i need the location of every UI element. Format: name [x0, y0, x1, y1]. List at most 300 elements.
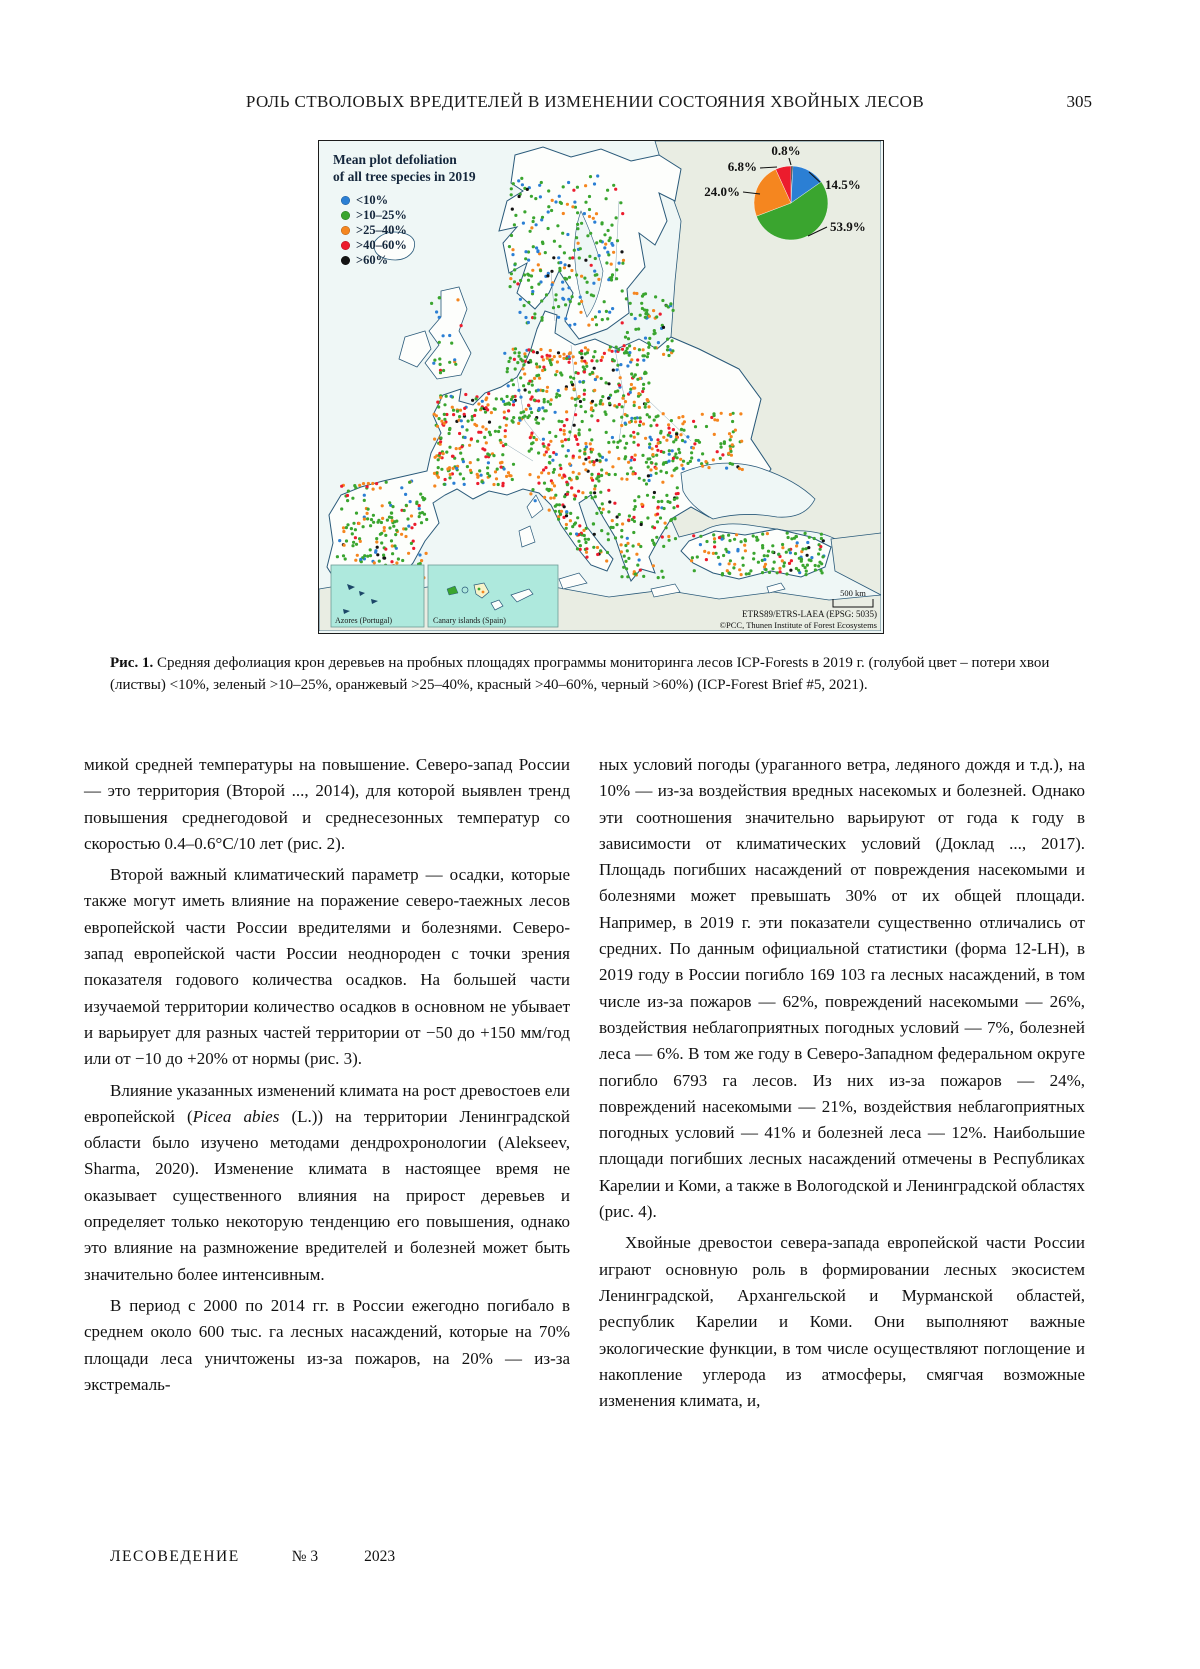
survey-plot-dot	[506, 370, 509, 373]
legend-color-dot-icon	[341, 196, 350, 205]
survey-plot-dot	[704, 460, 707, 463]
survey-plot-dot	[586, 348, 589, 351]
survey-plot-dot	[630, 372, 633, 375]
survey-plot-dot	[619, 363, 622, 366]
survey-plot-dot	[681, 422, 684, 425]
survey-plot-dot	[352, 541, 355, 544]
survey-plot-dot	[406, 517, 409, 520]
survey-plot-dot	[509, 277, 512, 280]
survey-plot-dot	[761, 533, 764, 536]
survey-plot-dot	[665, 494, 668, 497]
survey-plot-dot	[639, 569, 642, 572]
survey-plot-dot	[487, 392, 490, 395]
survey-plot-dot	[619, 376, 622, 379]
survey-plot-dot	[625, 442, 628, 445]
survey-plot-dot	[630, 358, 633, 361]
survey-plot-dot	[622, 566, 625, 569]
survey-plot-dot	[476, 482, 479, 485]
survey-plot-dot	[690, 451, 693, 454]
survey-plot-dot	[620, 529, 623, 532]
legend-item	[333, 238, 476, 253]
pie-slice-label: 24.0%	[704, 184, 740, 199]
survey-plot-dot	[628, 354, 631, 357]
survey-plot-dot	[721, 453, 724, 456]
survey-plot-dot	[612, 419, 615, 422]
survey-plot-dot	[584, 442, 587, 445]
survey-plot-dot	[655, 467, 658, 470]
survey-plot-dot	[725, 467, 728, 470]
survey-plot-dot	[524, 250, 527, 253]
survey-plot-dot	[785, 572, 788, 575]
legend-item-label: >10–25%	[356, 208, 407, 222]
survey-plot-dot	[484, 398, 487, 401]
survey-plot-dot	[527, 279, 530, 282]
survey-plot-dot	[570, 486, 573, 489]
survey-plot-dot	[512, 400, 515, 403]
survey-plot-dot	[712, 412, 715, 415]
survey-plot-dot	[551, 482, 554, 485]
survey-plot-dot	[522, 384, 525, 387]
survey-plot-dot	[662, 326, 665, 329]
survey-plot-dot	[625, 478, 628, 481]
legend-color-dot-icon	[341, 211, 350, 220]
survey-plot-dot	[549, 403, 552, 406]
survey-plot-dot	[577, 432, 580, 435]
survey-plot-dot	[529, 492, 532, 495]
survey-plot-dot	[699, 543, 702, 546]
survey-plot-dot	[593, 533, 596, 536]
survey-plot-dot	[549, 349, 552, 352]
survey-plot-dot	[620, 550, 623, 553]
survey-plot-dot	[628, 344, 631, 347]
survey-plot-dot	[600, 468, 603, 471]
survey-plot-dot	[575, 273, 578, 276]
survey-plot-dot	[504, 443, 507, 446]
survey-plot-dot	[567, 181, 570, 184]
survey-plot-dot	[644, 406, 647, 409]
survey-plot-dot	[611, 244, 614, 247]
survey-plot-dot	[470, 437, 473, 440]
survey-plot-dot	[435, 310, 438, 313]
survey-plot-dot	[554, 298, 557, 301]
survey-plot-dot	[583, 212, 586, 215]
survey-plot-dot	[413, 523, 416, 526]
survey-plot-dot	[617, 457, 620, 460]
survey-plot-dot	[581, 420, 584, 423]
survey-plot-dot	[512, 416, 515, 419]
survey-plot-dot	[505, 424, 508, 427]
survey-plot-dot	[612, 184, 615, 187]
survey-plot-dot	[586, 281, 589, 284]
survey-plot-dot	[456, 410, 459, 413]
survey-plot-dot	[528, 391, 531, 394]
survey-plot-dot	[510, 379, 513, 382]
survey-plot-dot	[574, 362, 577, 365]
survey-plot-dot	[408, 481, 411, 484]
survey-plot-dot	[442, 334, 445, 337]
survey-plot-dot	[554, 494, 557, 497]
survey-plot-dot	[590, 359, 593, 362]
survey-plot-dot	[820, 537, 823, 540]
survey-plot-dot	[548, 359, 551, 362]
survey-plot-dot	[529, 359, 532, 362]
survey-plot-dot	[605, 431, 608, 434]
survey-plot-dot	[638, 558, 641, 561]
survey-plot-dot	[583, 452, 586, 455]
survey-plot-dot	[719, 457, 722, 460]
survey-plot-dot	[592, 355, 595, 358]
year: 2023	[364, 1548, 396, 1565]
survey-plot-dot	[354, 559, 357, 562]
survey-plot-dot	[637, 443, 640, 446]
survey-plot-dot	[789, 569, 792, 572]
survey-plot-dot	[394, 533, 397, 536]
survey-plot-dot	[795, 544, 798, 547]
survey-plot-dot	[632, 375, 635, 378]
survey-plot-dot	[507, 360, 510, 363]
survey-plot-dot	[591, 479, 594, 482]
text-segment: Picea abies	[192, 1106, 280, 1126]
survey-plot-dot	[590, 438, 593, 441]
survey-plot-dot	[699, 535, 702, 538]
survey-plot-dot	[593, 389, 596, 392]
survey-plot-dot	[615, 277, 618, 280]
survey-plot-dot	[388, 526, 391, 529]
survey-plot-dot	[578, 449, 581, 452]
text-segment: ных условий погоды (ураганного ветра, ледяного дождя и т.д.), на 10% — из-за воздействия вредных насекомых и болезней. Однако эти соотношения значительно варьируют от года к году в зависимости от климатических условий (Доклад ..., 2017). Площадь погибших насаждений от повреждения насекомыми и болезнями может превышать 30% от их общей площади. Например, в 2019 г. эти показатели существенно отличались от средних. По данным официальной статистики (форма 12-LH), в 2019 году в России погибло 169 103 га лесных насаждений, в том числе из-за пожаров — 62%, повреждений насекомыми — 26%, воздействия неблагоприятных погодных условий — 7%, болезней леса — 6%. В том же году в Северо-Западном федеральном округе погибло 6793 га лесов. Из них из-за пожаров — 24%, повреждений насекомыми — 21%, воздействия неблагоприятных погодных условий — 41% и болезней леса — 12%. Наибольшие площади погибших лесных насаждений отмечены в Республиках Карелии и Коми, а также в Вологодской и Ленинградской областях (рис. 4).	[599, 755, 1085, 1222]
survey-plot-dot	[481, 425, 484, 428]
survey-plot-dot	[346, 494, 349, 497]
survey-plot-dot	[603, 246, 606, 249]
survey-plot-dot	[510, 272, 513, 275]
survey-plot-dot	[610, 278, 613, 281]
survey-plot-dot	[652, 564, 655, 567]
survey-plot-dot	[589, 232, 592, 235]
survey-plot-dot	[644, 372, 647, 375]
survey-plot-dot	[548, 354, 551, 357]
survey-plot-dot	[407, 552, 410, 555]
survey-plot-dot	[393, 544, 396, 547]
survey-plot-dot	[477, 402, 480, 405]
survey-plot-dot	[513, 280, 516, 283]
survey-plot-dot	[388, 501, 391, 504]
survey-plot-dot	[566, 493, 569, 496]
survey-plot-dot	[367, 482, 370, 485]
survey-plot-dot	[420, 521, 423, 524]
survey-plot-dot	[494, 470, 497, 473]
survey-plot-dot	[562, 212, 565, 215]
survey-plot-dot	[649, 436, 652, 439]
map-attribution-crs: ETRS89/ETRS-LAEA (EPSG: 5035)	[741, 609, 877, 619]
survey-plot-dot	[729, 413, 732, 416]
survey-plot-dot	[542, 417, 545, 420]
survey-plot-dot	[489, 433, 492, 436]
survey-plot-dot	[610, 263, 613, 266]
survey-plot-dot	[666, 345, 669, 348]
survey-plot-dot	[790, 559, 793, 562]
survey-plot-dot	[594, 378, 597, 381]
survey-plot-dot	[373, 561, 376, 564]
survey-plot-dot	[752, 552, 755, 555]
survey-plot-dot	[479, 431, 482, 434]
survey-plot-dot	[352, 522, 355, 525]
survey-plot-dot	[509, 357, 512, 360]
survey-plot-dot	[636, 363, 639, 366]
survey-plot-dot	[372, 521, 375, 524]
survey-plot-dot	[653, 526, 656, 529]
survey-plot-dot	[541, 406, 544, 409]
survey-plot-dot	[455, 447, 458, 450]
survey-plot-dot	[346, 499, 349, 502]
survey-plot-dot	[653, 419, 656, 422]
survey-plot-dot	[456, 298, 459, 301]
paragraph	[84, 1293, 570, 1398]
survey-plot-dot	[404, 527, 407, 530]
survey-plot-dot	[521, 359, 524, 362]
survey-plot-dot	[541, 216, 544, 219]
survey-plot-dot	[677, 416, 680, 419]
survey-plot-dot	[648, 479, 651, 482]
survey-plot-dot	[418, 515, 421, 518]
survey-plot-dot	[463, 413, 466, 416]
survey-plot-dot	[603, 233, 606, 236]
survey-plot-dot	[626, 351, 629, 354]
survey-plot-dot	[649, 424, 652, 427]
survey-plot-dot	[471, 399, 474, 402]
survey-plot-dot	[480, 474, 483, 477]
survey-plot-dot	[527, 404, 530, 407]
survey-plot-dot	[595, 323, 598, 326]
survey-plot-dot	[439, 371, 442, 374]
survey-plot-dot	[448, 428, 451, 431]
survey-plot-dot	[569, 512, 572, 515]
survey-plot-dot	[733, 538, 736, 541]
survey-plot-dot	[621, 212, 624, 215]
survey-plot-dot	[480, 407, 483, 410]
survey-plot-dot	[670, 474, 673, 477]
survey-plot-dot	[622, 259, 625, 262]
survey-plot-dot	[554, 435, 557, 438]
survey-plot-dot	[616, 515, 619, 518]
survey-plot-dot	[415, 502, 418, 505]
survey-plot-dot	[727, 452, 730, 455]
survey-plot-dot	[589, 491, 592, 494]
survey-plot-dot	[607, 253, 610, 256]
survey-plot-dot	[509, 285, 512, 288]
survey-plot-dot	[639, 420, 642, 423]
survey-plot-dot	[674, 452, 677, 455]
legend-color-dot-icon	[341, 241, 350, 250]
survey-plot-dot	[716, 419, 719, 422]
survey-plot-dot	[615, 268, 618, 271]
survey-plot-dot	[453, 358, 456, 361]
survey-plot-dot	[701, 465, 704, 468]
survey-plot-dot	[647, 341, 650, 344]
survey-plot-dot	[529, 407, 532, 410]
survey-plot-dot	[729, 559, 732, 562]
survey-plot-dot	[559, 201, 562, 204]
survey-plot-dot	[520, 177, 523, 180]
survey-plot-dot	[697, 439, 700, 442]
survey-plot-dot	[510, 193, 513, 196]
survey-plot-dot	[524, 257, 527, 260]
survey-plot-dot	[439, 436, 442, 439]
survey-plot-dot	[504, 435, 507, 438]
survey-plot-dot	[418, 512, 421, 515]
survey-plot-dot	[601, 221, 604, 224]
survey-plot-dot	[674, 537, 677, 540]
survey-plot-dot	[798, 557, 801, 560]
survey-plot-dot	[526, 416, 529, 419]
survey-plot-dot	[689, 460, 692, 463]
survey-plot-dot	[562, 353, 565, 356]
survey-plot-dot	[497, 430, 500, 433]
survey-plot-dot	[738, 467, 741, 470]
survey-plot-dot	[819, 548, 822, 551]
survey-plot-dot	[527, 274, 530, 277]
survey-plot-dot	[592, 546, 595, 549]
survey-plot-dot	[621, 522, 624, 525]
survey-plot-dot	[356, 554, 359, 557]
survey-plot-dot	[681, 415, 684, 418]
survey-plot-dot	[766, 532, 769, 535]
survey-plot-dot	[771, 551, 774, 554]
survey-plot-dot	[561, 297, 564, 300]
survey-plot-dot	[584, 541, 587, 544]
survey-plot-dot	[541, 369, 544, 372]
text-segment: микой средней температуры на повышение. Северо-запад России — это территория (Второй ..., 2014), для которой выявлен тренд повышения среднегодовой и среднесезонных температур со скоростью 0.4–0.6°С/10 лет (рис. 2).	[84, 755, 570, 853]
survey-plot-dot	[634, 573, 637, 576]
survey-plot-dot	[492, 454, 495, 457]
paragraph	[599, 752, 1085, 1225]
survey-plot-dot	[550, 398, 553, 401]
survey-plot-dot	[517, 422, 520, 425]
survey-plot-dot	[510, 234, 513, 237]
survey-plot-dot	[693, 569, 696, 572]
survey-plot-dot	[576, 186, 579, 189]
survey-plot-dot	[475, 397, 478, 400]
survey-plot-dot	[531, 384, 534, 387]
survey-plot-dot	[527, 382, 530, 385]
survey-plot-dot	[386, 519, 389, 522]
survey-plot-dot	[744, 538, 747, 541]
survey-plot-dot	[492, 483, 495, 486]
survey-plot-dot	[693, 442, 696, 445]
legend-title-line2: of all tree species in 2019	[333, 169, 476, 184]
map-scale-label: 500 km	[840, 588, 866, 598]
survey-plot-dot	[592, 282, 595, 285]
survey-plot-dot	[645, 461, 648, 464]
survey-plot-dot	[438, 452, 441, 455]
survey-plot-dot	[379, 486, 382, 489]
survey-plot-dot	[681, 439, 684, 442]
survey-plot-dot	[442, 369, 445, 372]
right-column	[599, 752, 1085, 1419]
survey-plot-dot	[627, 519, 630, 522]
survey-plot-dot	[565, 387, 568, 390]
survey-plot-dot	[546, 354, 549, 357]
survey-plot-dot	[576, 516, 579, 519]
survey-plot-dot	[577, 490, 580, 493]
survey-plot-dot	[636, 378, 639, 381]
survey-plot-dot	[587, 324, 590, 327]
survey-plot-dot	[641, 354, 644, 357]
survey-plot-dot	[567, 449, 570, 452]
survey-plot-dot	[537, 283, 540, 286]
survey-plot-dot	[575, 438, 578, 441]
survey-plot-dot	[679, 458, 682, 461]
survey-plot-dot	[526, 188, 529, 191]
survey-plot-dot	[420, 559, 423, 562]
survey-plot-dot	[440, 468, 443, 471]
survey-plot-dot	[496, 468, 499, 471]
survey-plot-dot	[607, 397, 610, 400]
survey-plot-dot	[565, 410, 568, 413]
survey-plot-dot	[355, 543, 358, 546]
survey-plot-dot	[572, 377, 575, 380]
survey-plot-dot	[481, 400, 484, 403]
survey-plot-dot	[570, 269, 573, 272]
survey-plot-dot	[579, 544, 582, 547]
survey-plot-dot	[535, 246, 538, 249]
survey-plot-dot	[652, 542, 655, 545]
survey-plot-dot	[721, 534, 724, 537]
survey-plot-dot	[583, 370, 586, 373]
survey-plot-dot	[355, 512, 358, 515]
survey-plot-dot	[606, 189, 609, 192]
survey-plot-dot	[362, 525, 365, 528]
survey-plot-dot	[543, 445, 546, 448]
survey-plot-dot	[655, 315, 658, 318]
survey-plot-dot	[609, 236, 612, 239]
survey-plot-dot	[591, 371, 594, 374]
survey-plot-dot	[648, 415, 651, 418]
survey-plot-dot	[533, 377, 536, 380]
survey-plot-dot	[573, 249, 576, 252]
survey-plot-dot	[556, 360, 559, 363]
survey-plot-dot	[466, 465, 469, 468]
survey-plot-dot	[567, 286, 570, 289]
survey-plot-dot	[582, 398, 585, 401]
survey-plot-dot	[662, 412, 665, 415]
survey-plot-dot	[580, 356, 583, 359]
survey-plot-dot	[661, 535, 664, 538]
survey-plot-dot	[719, 442, 722, 445]
survey-plot-dot	[664, 522, 667, 525]
survey-plot-dot	[728, 432, 731, 435]
survey-plot-dot	[458, 415, 461, 418]
survey-plot-dot	[625, 297, 628, 300]
survey-plot-dot	[443, 418, 446, 421]
survey-plot-dot	[809, 559, 812, 562]
survey-plot-dot	[599, 240, 602, 243]
survey-plot-dot	[748, 572, 751, 575]
survey-plot-dot	[340, 485, 343, 488]
survey-plot-dot	[591, 496, 594, 499]
survey-plot-dot	[409, 500, 412, 503]
survey-plot-dot	[587, 538, 590, 541]
survey-plot-dot	[613, 502, 616, 505]
survey-plot-dot	[550, 270, 553, 273]
pie-slice-label: 53.9%	[830, 219, 866, 234]
survey-plot-dot	[363, 518, 366, 521]
survey-plot-dot	[513, 351, 516, 354]
survey-plot-dot	[645, 482, 648, 485]
survey-plot-dot	[580, 300, 583, 303]
survey-plot-dot	[726, 569, 729, 572]
survey-plot-dot	[817, 564, 820, 567]
survey-plot-dot	[606, 551, 609, 554]
